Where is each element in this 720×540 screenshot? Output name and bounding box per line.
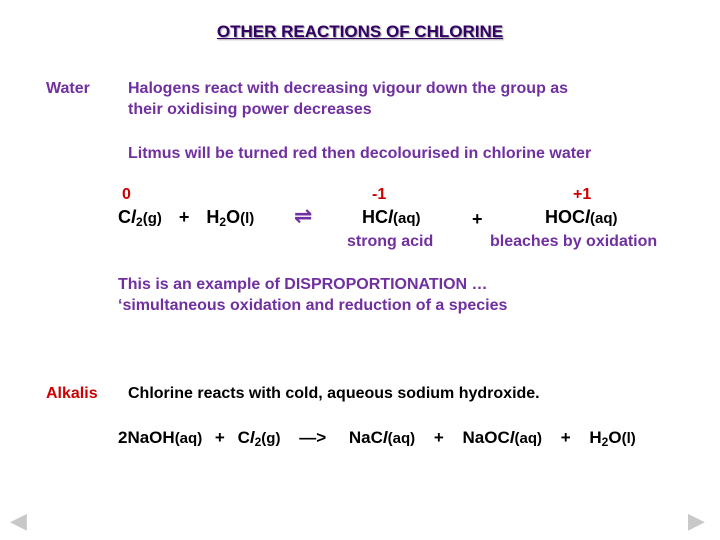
water-label: Water [46, 80, 90, 97]
disproportionation-line-2: ‘simultaneous oxidation and reduction of a species [118, 297, 508, 314]
water-line-2: their oxidising power decreases [128, 101, 372, 118]
hocl-formula: HOCl(aq) [545, 207, 618, 227]
slide-title: OTHER REACTIONS OF CHLORINE [216, 22, 504, 41]
cl2-formula: $Cl_2(g)$ [118, 207, 162, 229]
plus-sign-2: + [472, 209, 483, 229]
h2o-formula: $H_2O(l)$ [206, 207, 255, 229]
litmus-line: Litmus will be turned red then decolourised in chlorine water [128, 145, 592, 162]
alkali-equation [118, 428, 636, 448]
hcl-formula: HCl(aq) [362, 207, 421, 227]
ox-state-hocl: +1 [573, 186, 592, 203]
reaction-arrow-icon: —> [299, 428, 327, 447]
naoh-formula: 2NaOH(aq) [118, 428, 203, 447]
plus-sign: + [560, 428, 571, 447]
alkalis-text: Chlorine reacts with cold, aqueous sodium hydroxide. [128, 385, 540, 402]
plus-sign: + [433, 428, 444, 447]
note-strong-acid: strong acid [347, 233, 434, 250]
previous-slide-icon[interactable]: ◀ [10, 508, 27, 533]
nacl-formula: NaCl(aq) [348, 428, 416, 447]
water-equation-reactants [118, 207, 254, 228]
ox-state-cl2: 0 [122, 186, 131, 203]
disproportionation-line-1: This is an example of DISPROPORTIONATION … [118, 276, 488, 293]
plus-sign: + [214, 428, 225, 447]
plus-sign: + [178, 207, 190, 227]
naocl-formula: NaOCl(aq) [462, 428, 542, 447]
next-slide-icon[interactable]: ▶ [688, 508, 705, 533]
cl2-formula: $Cl_2(g)$ [237, 428, 281, 449]
alkalis-label: Alkalis [46, 385, 98, 402]
note-bleaches: bleaches by oxidation [490, 233, 658, 250]
water-line-1: Halogens react with decreasing vigour down the group as [128, 80, 569, 97]
h2o-formula: $H_2O(l)$ [589, 428, 636, 449]
ox-state-hcl: -1 [372, 186, 387, 203]
equilibrium-arrow-icon: ⇌ [294, 203, 313, 228]
